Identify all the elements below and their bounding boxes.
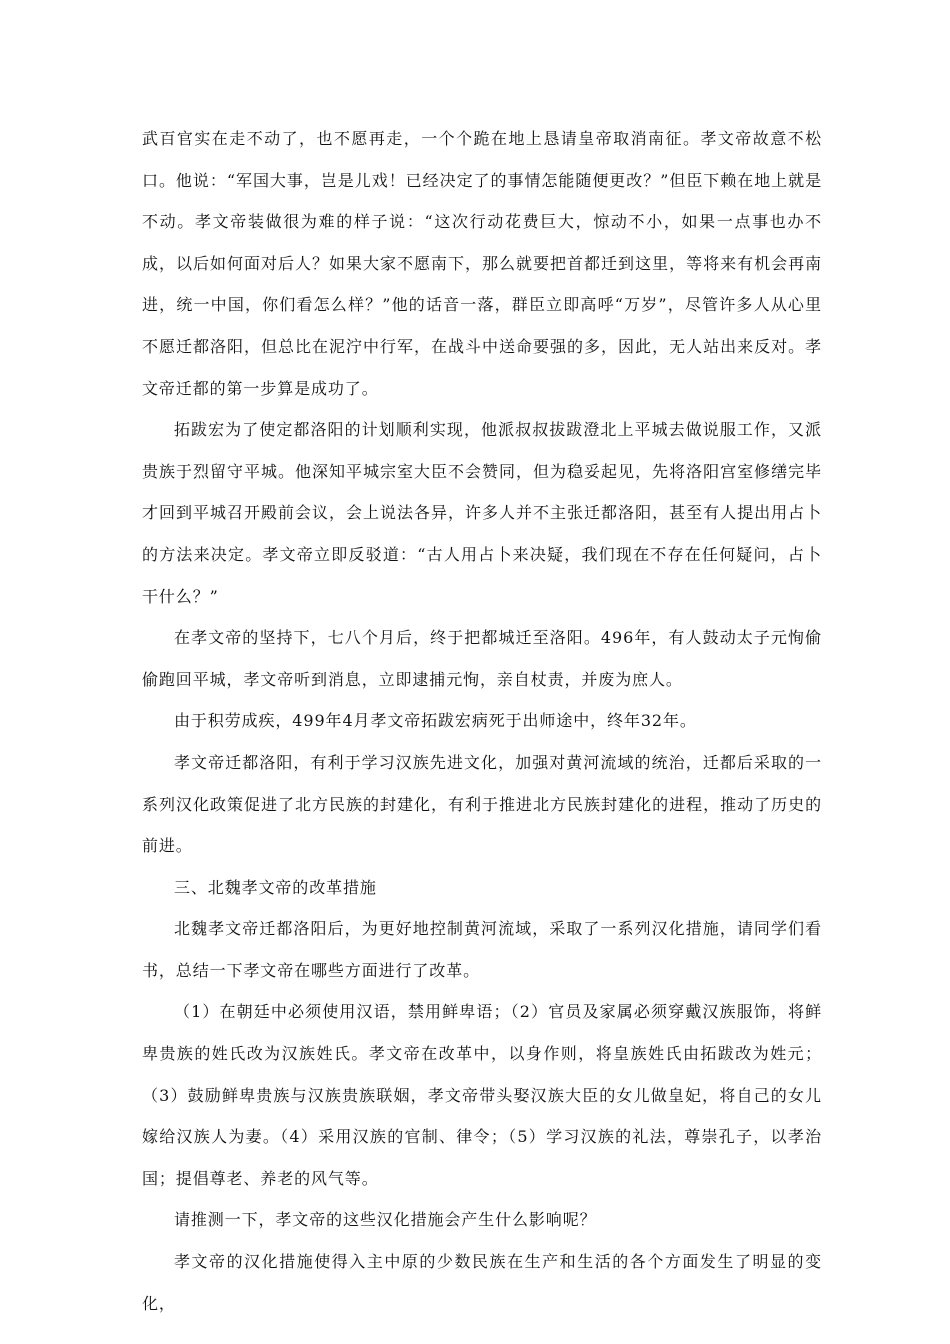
paragraph-tuoba-hong-plan: 拓跋宏为了使定都洛阳的计划顺利实现，他派叔叔拔跋澄北上平城去做说服工作，又派贵族于烈留守平城。他深知平城宗室大臣不会赞同，但为稳妥起见，先将洛阳宫室修缮完毕才回到平城召开殿前会议，会上说法各异，许多人并不主张迁都洛阳，甚至有人提出用占卜的方法来决定。孝文帝立即反驳道：“古人用占卜来决疑，我们现在不存在任何疑问，占卜干什么？”: [142, 420, 822, 606]
paragraph-impact-question: 请推测一下，孝文帝的这些汉化措施会产生什么影响呢？: [174, 1210, 597, 1230]
document-body: [142, 118, 822, 1324]
paragraph-capital-moved: 在孝文帝的坚持下，七八个月后，终于把都城迁至洛阳。496年，有人鼓动太子元恂偷偷跑回平城，孝文帝听到消息，立即逮捕元恂，亲自杖责，并废为庶人。: [142, 628, 822, 689]
paragraph-relocation-significance: 孝文帝迁都洛阳，有利于学习汉族先进文化，加强对黄河流域的统治，迁都后采取的一系列汉化政策促进了北方民族的封建化，有利于推进北方民族封建化的进程，推动了历史的前进。: [142, 752, 822, 856]
paragraph-impact-answer: 孝文帝的汉化措施使得入主中原的少数民族在生产和生活的各个方面发生了明显的变化，: [142, 1252, 822, 1313]
paragraph-emperor-death: 由于积劳成疾，499年4月孝文帝拓跋宏病死于出师途中，终年32年。: [174, 711, 697, 731]
paragraph-reform-list: （1）在朝廷中必须使用汉语，禁用鲜卑语；（2）官员及家属必须穿戴汉族服饰，将鲜卑贵族的姓氏改为汉族姓氏。孝文帝在改革中，以身作则，将皇族姓氏由拓跋改为姓元；（3）鼓励鲜卑贵族与汉族贵族联姻，孝文帝带头娶汉族大臣的女儿做皇妃，将自己的女儿嫁给汉族人为妻。（4）采用汉族的官制、律令；（5）学习汉族的礼法，尊崇孔子，以孝治国；提倡尊老、养老的风气等。: [142, 1002, 822, 1188]
paragraph-relocation-first-step: 武百官实在走不动了，也不愿再走，一个个跪在地上恳请皇帝取消南征。孝文帝故意不松口。他说：“军国大事，岂是儿戏！已经决定了的事情怎能随便更改？”但臣下赖在地上就是不动。孝文帝装做很为难的样子说：“这次行动花费巨大，惊动不小，如果一点事也办不成，以后如何面对后人？如果大家不愿南下，那么就要把首都迁到这里，等将来有机会再南进，统一中国，你们看怎么样？”他的话音一落，群臣立即高呼“万岁”，尽管许多人从心里不愿迁都洛阳，但总比在泥泞中行军，在战斗中送命要强的多，因此，无人站出来反对。孝文帝迁都的第一步算是成功了。: [142, 129, 822, 398]
section-heading-reform-measures: 三、北魏孝文帝的改革措施: [174, 877, 377, 897]
paragraph-reform-question: 北魏孝文帝迁都洛阳后，为更好地控制黄河流域，采取了一系列汉化措施，请同学们看书，总结一下孝文帝在哪些方面进行了改革。: [142, 919, 822, 980]
